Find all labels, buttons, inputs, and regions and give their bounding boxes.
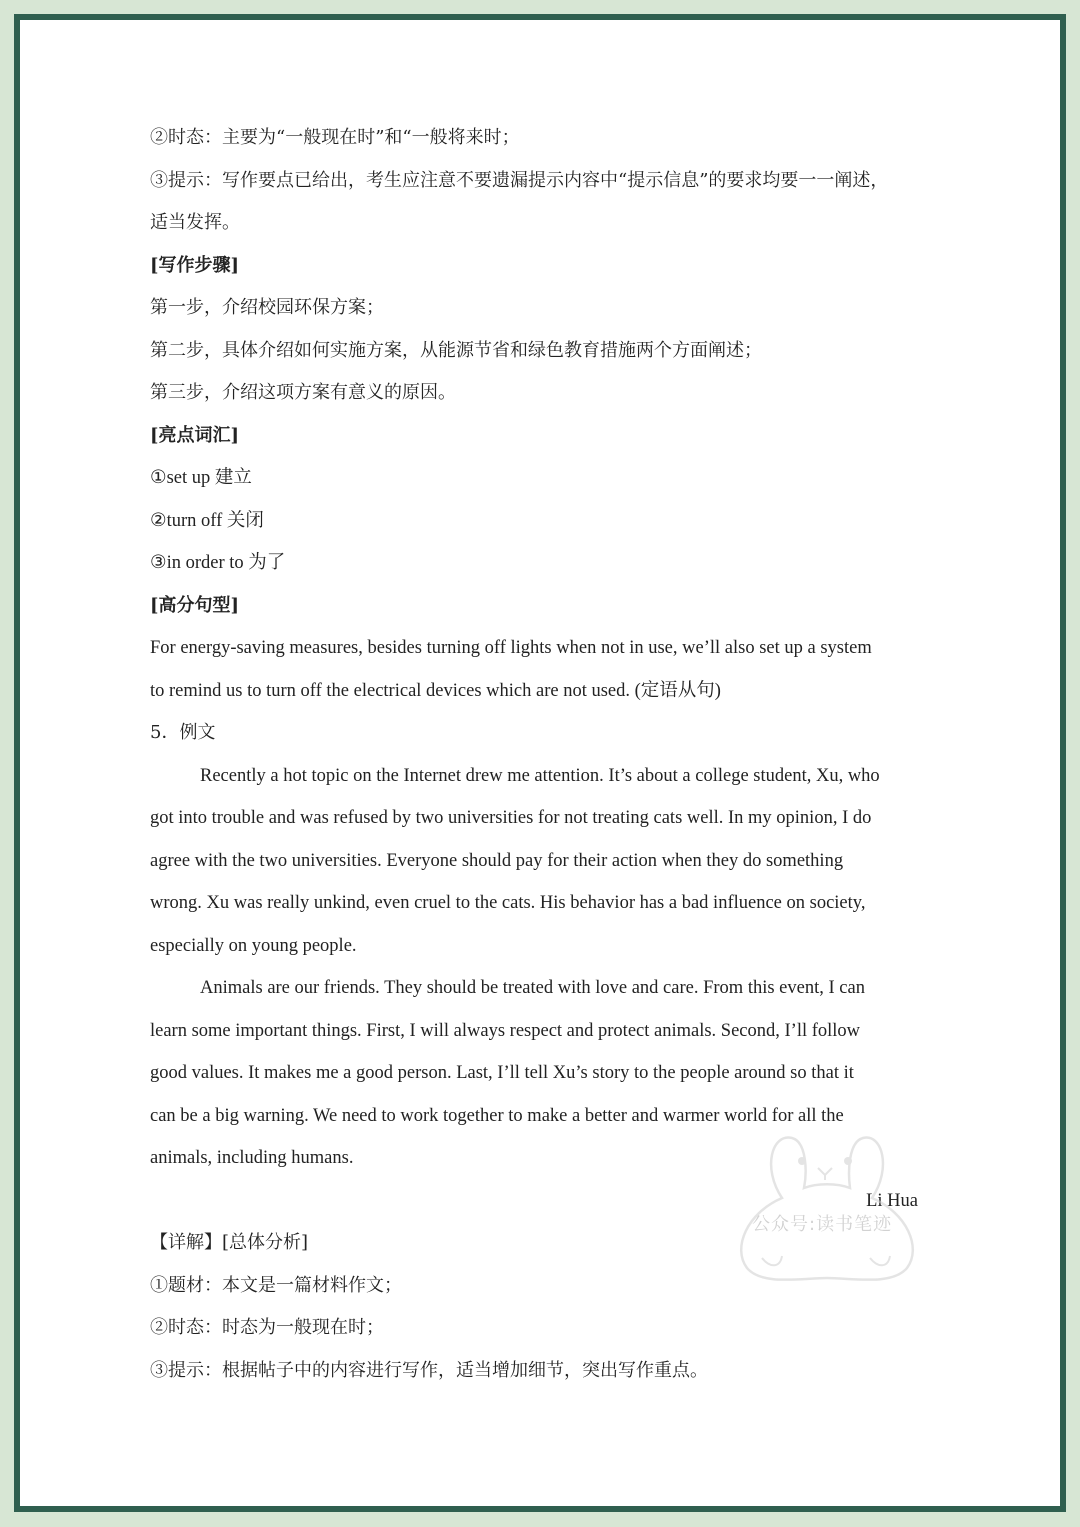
essay-line: especially on young people. <box>150 935 357 956</box>
essay-line: Recently a hot topic on the Internet drew me attention. It’s about a college student, Xu, who <box>200 765 880 786</box>
text-line: 第二步，具体介绍如何实施方案，从能源节省和绿色教育措施两个方面阐述； <box>150 339 762 361</box>
essay-line: Animals are our friends. They should be treated with love and care. From this event, I can <box>200 978 865 998</box>
essay-line: got into trouble and was refused by two universities for not treating cats well. In my opinion, I do <box>150 808 872 828</box>
text-line: ③提示：写作要点已给出，考生应注意不要遗漏提示内容中“提示信息”的要求均要一一阐述， <box>150 169 889 191</box>
section-heading: [写作步骤] <box>150 254 240 276</box>
vocab-item: ③in order to 为了 <box>150 553 286 573</box>
section-heading: [亮点词汇] <box>150 424 240 446</box>
vocab-item: ①set up 建立 <box>150 468 252 488</box>
text-line: 第三步，介绍这项方案有意义的原因。 <box>150 382 456 403</box>
section-heading: [高分句型] <box>150 594 240 616</box>
section-number-heading: 5．例文 <box>150 722 216 743</box>
watermark-text: 公众号:读书笔迹 <box>752 1214 893 1235</box>
essay-line: agree with the two universities. Everyone should pay for their action when they do something <box>150 850 844 871</box>
text-line: ①题材：本文是一篇材料作文； <box>150 1274 402 1296</box>
text-line: 适当发挥。 <box>150 212 240 233</box>
vocab-item: ②turn off 关闭 <box>150 510 264 531</box>
sentence-line: For energy-saving measures, besides turning off lights when not in use, we’ll also set up a system <box>150 638 872 658</box>
text-line: 第一步，介绍校园环保方案； <box>150 297 384 318</box>
text-line: ②时态：时态为一般现在时； <box>150 1317 384 1338</box>
essay-line: good values. It makes me a good person. Last, I’ll tell Xu’s story to the people around so that it <box>150 1063 854 1083</box>
sentence-line: to remind us to turn off the electrical devices which are not used. (定语从句) <box>150 680 721 701</box>
signature: Li Hua <box>866 1190 918 1211</box>
essay-line: animals, including humans. <box>150 1148 354 1168</box>
text-line: ③提示：根据帖子中的内容进行写作，适当增加细节，突出写作重点。 <box>150 1359 708 1381</box>
text-line: ②时态：主要为“一般现在时”和“一般将来时； <box>150 127 520 148</box>
bunny-icon <box>722 1128 932 1288</box>
essay-line: wrong. Xu was really unkind, even cruel to the cats. His behavior has a bad influence on society, <box>150 893 866 913</box>
essay-line: can be a big warning. We need to work together to make a better and warmer world for all the <box>150 1105 844 1126</box>
analysis-heading: 【详解】[总体分析] <box>150 1232 309 1253</box>
essay-line: learn some important things. First, I will always respect and protect animals. Second, I’ll follow <box>150 1020 861 1041</box>
